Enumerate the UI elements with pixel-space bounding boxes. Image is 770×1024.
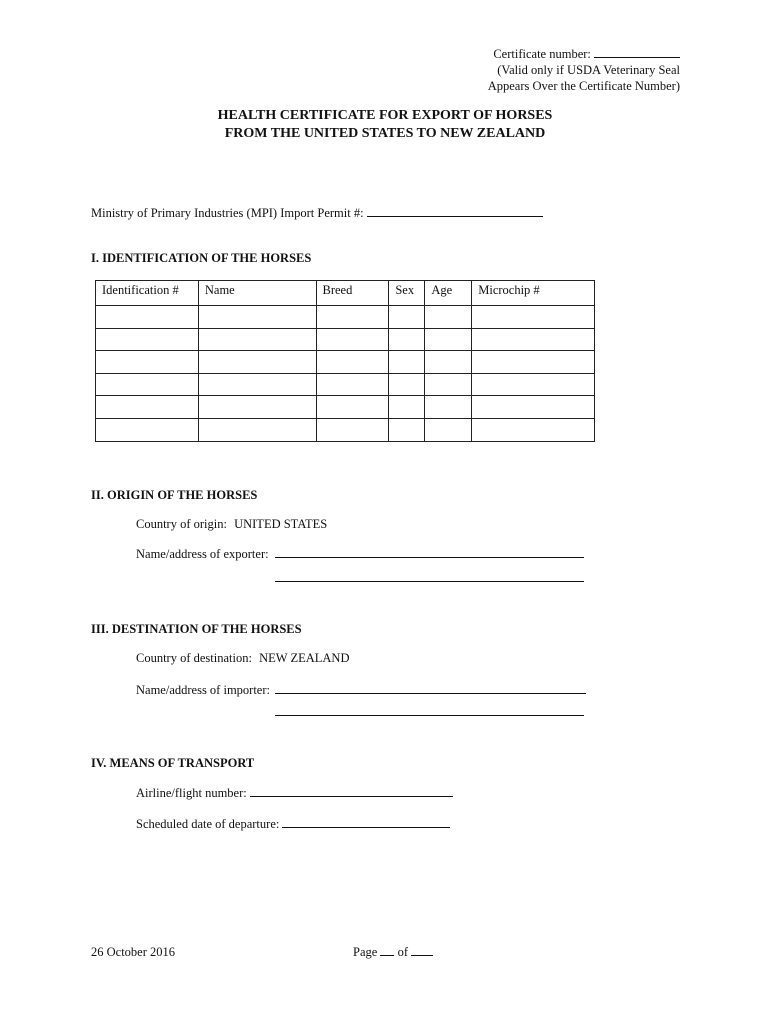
- column-header-identification: Identification #: [96, 281, 199, 306]
- column-header-microchip: Microchip #: [472, 281, 595, 306]
- table-cell[interactable]: [96, 351, 199, 374]
- table-cell[interactable]: [425, 396, 472, 419]
- country-of-destination-row: [136, 651, 349, 666]
- importer-label: Name/address of importer:: [136, 683, 270, 697]
- column-header-age: Age: [425, 281, 472, 306]
- table-cell[interactable]: [425, 373, 472, 396]
- table-row: [96, 418, 595, 441]
- table-cell[interactable]: [198, 351, 316, 374]
- table-cell[interactable]: [316, 396, 389, 419]
- page-current-input[interactable]: [380, 945, 394, 956]
- table-header-row: [96, 281, 595, 306]
- table-cell[interactable]: [96, 328, 199, 351]
- table-row: [96, 396, 595, 419]
- departure-date-label: Scheduled date of departure:: [136, 817, 280, 831]
- table-cell[interactable]: [198, 396, 316, 419]
- importer-input-line2[interactable]: [275, 715, 584, 716]
- import-permit-row: [91, 206, 543, 221]
- table-cell[interactable]: [425, 328, 472, 351]
- table-cell[interactable]: [472, 418, 595, 441]
- table-cell[interactable]: [425, 306, 472, 329]
- table-cell[interactable]: [198, 373, 316, 396]
- country-of-destination-value: NEW ZEALAND: [259, 651, 350, 665]
- table-cell[interactable]: [472, 373, 595, 396]
- page-total-input[interactable]: [411, 945, 433, 956]
- country-of-origin-label: Country of origin:: [136, 517, 227, 531]
- table-cell[interactable]: [389, 396, 425, 419]
- table-cell[interactable]: [472, 306, 595, 329]
- certificate-number-label: Certificate number:: [493, 47, 591, 61]
- table-cell[interactable]: [389, 306, 425, 329]
- section-destination-heading: III. DESTINATION OF THE HORSES: [91, 622, 302, 636]
- certificate-number-row: [493, 46, 680, 62]
- document-title-line2: FROM THE UNITED STATES TO NEW ZEALAND: [224, 126, 546, 141]
- table-cell[interactable]: [389, 351, 425, 374]
- page-label: Page: [353, 945, 378, 959]
- certificate-validity-line2: Appears Over the Certificate Number): [487, 79, 680, 93]
- country-of-destination-label: Country of destination:: [136, 651, 252, 665]
- table-cell[interactable]: [198, 328, 316, 351]
- flight-number-label: Airline/flight number:: [136, 786, 247, 800]
- table-cell[interactable]: [389, 328, 425, 351]
- table-cell[interactable]: [389, 418, 425, 441]
- table-cell[interactable]: [389, 373, 425, 396]
- departure-date-input[interactable]: [282, 817, 450, 828]
- section-identification-heading: I. IDENTIFICATION OF THE HORSES: [91, 251, 312, 265]
- table-cell[interactable]: [316, 373, 389, 396]
- section-origin-heading: II. ORIGIN OF THE HORSES: [91, 488, 258, 502]
- table-row: [96, 328, 595, 351]
- import-permit-input[interactable]: [367, 206, 543, 217]
- table-cell[interactable]: [198, 418, 316, 441]
- country-of-origin-row: [136, 517, 327, 532]
- footer-page-number: [353, 945, 433, 960]
- table-cell[interactable]: [425, 418, 472, 441]
- table-row: [96, 351, 595, 374]
- table-cell[interactable]: [316, 328, 389, 351]
- table-cell[interactable]: [96, 396, 199, 419]
- flight-number-row: [136, 786, 453, 801]
- footer-date: 26 October 2016: [91, 945, 176, 959]
- table-cell[interactable]: [96, 418, 199, 441]
- table-row: [96, 373, 595, 396]
- table-cell[interactable]: [316, 351, 389, 374]
- table-cell[interactable]: [198, 306, 316, 329]
- certificate-number-input[interactable]: [594, 47, 680, 58]
- importer-input-line1[interactable]: [275, 693, 586, 694]
- document-title-line1: HEALTH CERTIFICATE FOR EXPORT OF HORSES: [217, 108, 553, 123]
- table-cell[interactable]: [316, 306, 389, 329]
- exporter-input-line1[interactable]: [275, 557, 584, 558]
- certificate-validity-line1: (Valid only if USDA Veterinary Seal: [497, 63, 680, 77]
- horses-identification-table: [95, 280, 595, 442]
- country-of-origin-value: UNITED STATES: [234, 517, 328, 531]
- flight-number-input[interactable]: [250, 786, 453, 797]
- column-header-name: Name: [198, 281, 316, 306]
- table-cell[interactable]: [425, 351, 472, 374]
- departure-date-row: [136, 817, 450, 832]
- table-cell[interactable]: [96, 373, 199, 396]
- column-header-sex: Sex: [389, 281, 425, 306]
- section-transport-heading: IV. MEANS OF TRANSPORT: [91, 756, 255, 770]
- table-cell[interactable]: [316, 418, 389, 441]
- page-of-label: of: [397, 945, 408, 959]
- table-cell[interactable]: [472, 328, 595, 351]
- table-cell[interactable]: [472, 351, 595, 374]
- table-cell[interactable]: [472, 396, 595, 419]
- table-cell[interactable]: [96, 306, 199, 329]
- column-header-breed: Breed: [316, 281, 389, 306]
- exporter-input-line2[interactable]: [275, 581, 584, 582]
- table-row: [96, 306, 595, 329]
- exporter-label: Name/address of exporter:: [136, 547, 269, 561]
- import-permit-label: Ministry of Primary Industries (MPI) Import Permit #:: [91, 206, 364, 220]
